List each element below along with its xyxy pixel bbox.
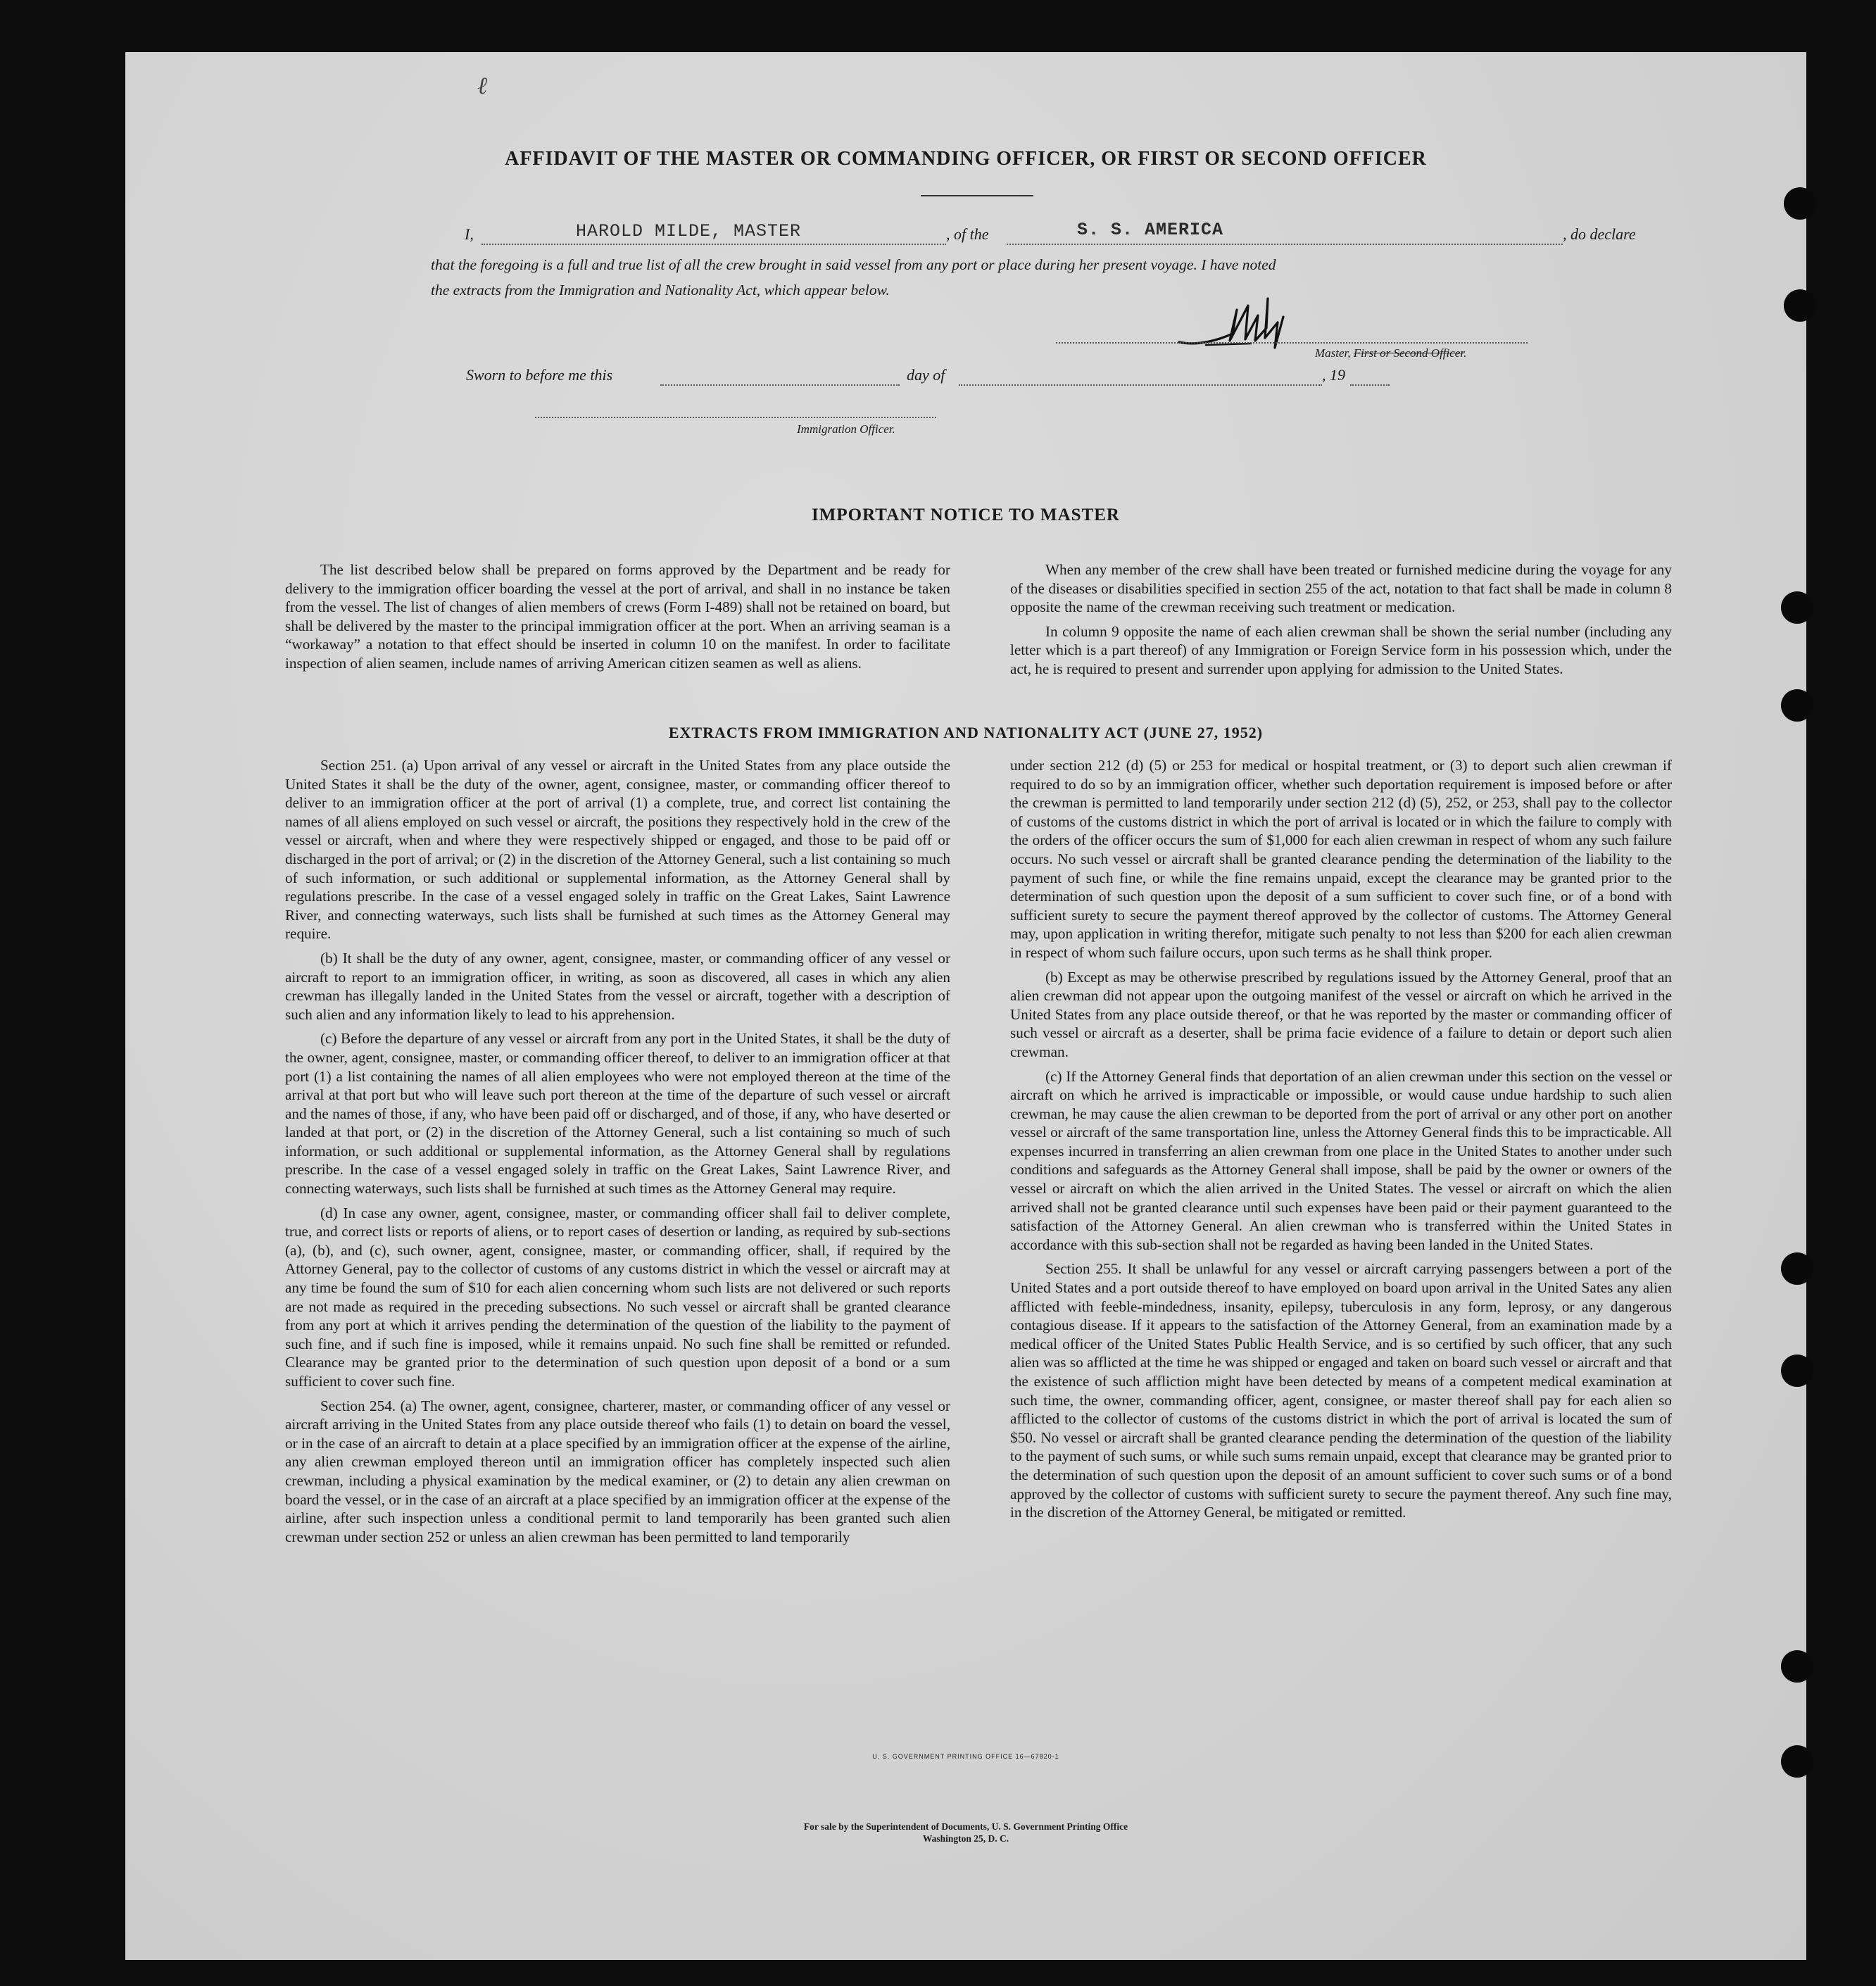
notice-heading: IMPORTANT NOTICE TO MASTER (812, 505, 1120, 524)
vessel-name-value: S. S. AMERICA (1077, 220, 1224, 240)
immigration-officer-line (535, 417, 936, 418)
do-declare-label: , do declare (1563, 225, 1636, 243)
sworn-day-line (660, 384, 900, 386)
footer (125, 1821, 1806, 1844)
section-254-a-continued: under section 212 (d) (5) or 253 for medical or hospital treatment, or (3) to deport such alien crewman if required to do so by an immigration officer, whether such deportation requirement is imposed before or after the crewman is permitted to land temporarily under section 212 (d) (5), 252, or 253, shall pay to the collector of customs of the customs district in which the port of arrival is located or in which the failure to comply with the orders of the officer occurs the sum of $1,000 for each alien crewman in respect of whom any such failure occurs. No such vessel or aircraft shall be granted clearance pending the determination of the liability to the payment of such fine, or while the fine remains unpaid, except the clearance may be granted prior to the determination of such question upon the deposit of a sum sufficient to cover such fine, or of a bond with sufficient surety to secure the payment thereof approved by the collector of customs. The Attorney General may, upon application in writing therefor, mitigate such penalty to not less than $200 for each alien crewman in respect of whom such failure occurs, upon such terms as he shall think proper. (1010, 757, 1672, 961)
section-251-c: (c) Before the departure of any vessel or aircraft from any port in the United States, it shall be the duty of the owner, agent, consignee, master, or commanding officer thereof, to deliver to an immigration officer at that port (1) a list containing the names of all alien employees who were not employed thereon at the time of the arrival at that port but who will leave such port thereon at the time of the departure of such vessel or aircraft and the names of those, if any, who have been paid off or discharged, and of those, if any, who have deserted or landed at that port, or (2) in the discretion of the Attorney General, such a list containing so much of such information, or such additional or supplemental information, as the Attorney General shall by regulations prescribe. In the case of a vessel engaged solely in traffic on the Great Lakes, Saint Lawrence River, and connecting waterways, such lists shall be furnished at such times as the Attorney General may require. (285, 1030, 950, 1198)
vessel-name-line (1007, 244, 1563, 245)
i-label: I, (465, 225, 474, 243)
extracts-heading: EXTRACTS FROM IMMIGRATION AND NATIONALITY ACT (JUNE 27, 1952) (668, 724, 1264, 741)
master-signature (1178, 284, 1297, 362)
punch-hole (1781, 689, 1813, 722)
master-officer-label (1315, 346, 1466, 360)
sworn-year-line (1350, 384, 1390, 386)
punch-hole (1784, 187, 1816, 220)
section-254-a: Section 254. (a) The owner, agent, consignee, charterer, master, or commanding officer of any vessel or aircraft arriving in the United States from any place outside thereof who fails (1) to detain on board the vessel, or in the case of an aircraft to detain at a place specified by an immigration officer at the expense of the airline, any alien crewman employed thereon until an immigration officer has completely inspected such alien crewman, including a physical examination by the medical examiner, or (2) to detain any alien crewman on board the vessel, or in the case of an aircraft at a place specified by an immigration officer at the expense of the airline, after such inspection unless a conditional permit to land temporarily has been granted such alien crewman under section 252 or unless an alien crewman has been permitted to land temporarily (285, 1397, 950, 1545)
extracts-right-column (1010, 756, 1672, 1528)
immigration-officer-label: Immigration Officer. (797, 422, 895, 436)
notice-right-column (1010, 560, 1672, 684)
punch-hole (1781, 1355, 1813, 1387)
affidavit-title: AFFIDAVIT OF THE MASTER OR COMMANDING OFFICER, OR FIRST OR SECOND OFFICER (505, 148, 1427, 170)
section-251-d: (d) In case any owner, agent, consignee, master, or commanding officer shall fail to deliver complete, true, and correct lists or reports of aliens, or to report cases of desertion or landing, as required by sub-sections (a), (b), and (c), such owner, agent, consignee, master, or commanding officer, shall, if required by the Attorney General, pay to the collector of customs of any customs district in which the vessel or aircraft may at any time be found the sum of $10 for each alien concerning whom such lists are not delivered or such reports are not made as required in the preceding subsections. No such vessel or aircraft shall be granted clearance from any port at which it arrives pending the determination of the question of the liability to the payment of such fine, and if such fine is imposed, while it remains unpaid. No such fine shall be remitted or refunded. Clearance may be granted prior to the determination of such question upon deposit of a bond or a sum sufficient to cover such fine. (285, 1204, 950, 1390)
section-254-b: (b) Except as may be otherwise prescribed by regulations issued by the Attorney General, proof that an alien crewman did not appear upon the outgoing manifest of the vessel or aircraft on which he arrived in the United States from any place outside thereof, or that he was reported by the master or commanding officer of such vessel or aircraft as a deserter, shall be prima facie evidence of a failure to detain or deport such alien crewman. (1010, 968, 1672, 1060)
master-label-end: . (1463, 346, 1467, 360)
gpo-imprint: U. S. GOVERNMENT PRINTING OFFICE 16—67820-1 (872, 1753, 1059, 1760)
notice-right-paragraph-1: When any member of the crew shall have been treated or furnished medicine during the voyage for any of the diseases or disabilities specified in section 255 of the act, notation to that fact shall be made in column 8 opposite the name of the crewman receiving such treatment or medication. (1010, 561, 1672, 616)
section-255: Section 255. It shall be unlawful for any vessel or aircraft carrying passengers between a port of the United States and a port outside thereof to have employed on board upon arrival in the United Sates any alien afflicted with feeble-mindedness, insanity, epilepsy, tuberculosis in any form, leprosy, or any dangerous contagious disease. If it appears to the satisfaction of the Attorney General, from an examination made by a medical officer of the United States Public Health Service, and is so certified by such officer, that any such alien was so afflicted at the time he was shipped or engaged and taken on board such vessel or aircraft and that the existence of such affliction might have been detected by means of a competent medical examination at such time, the owner, commanding officer, agent, consignee, or master thereof shall pay for each alien so afflicted to the collector of customs of the customs district in which the port of arrival is located the sum of $50. No vessel or aircraft shall be granted clearance pending the determination of the question of the liability to the payment of such sums, or while such sums remain unpaid, except that clearance may be granted prior to the determination of such question upon the deposit of an amount sufficient to cover such sums or of a bond approved by the collector of customs with sufficient surety to secure the payment thereof. Any such fine may, in the discretion of the Attorney General, be mitigated or remitted. (1010, 1260, 1672, 1521)
struck-first-second-officer: First or Second Officer (1353, 346, 1464, 360)
declaration-line-2: the extracts from the Immigration and Nationality Act, which appear below. (431, 282, 890, 298)
master-name-value: HAROLD MILDE, MASTER (576, 221, 802, 241)
master-name-line (481, 244, 946, 245)
punch-hole (1781, 1650, 1813, 1683)
master-label: Master, (1315, 346, 1351, 360)
year-prefix: , 19 (1322, 366, 1345, 384)
declaration-line-1: that the foregoing is a full and true list of all the crew brought in said vessel from any port or place during her present voyage. I have noted (431, 256, 1276, 273)
punch-hole (1781, 591, 1813, 624)
footer-line-2: Washington 25, D. C. (922, 1833, 1009, 1844)
notice-left-paragraph: The list described below shall be prepared on forms approved by the Department and be ready for delivery to the immigration officer boarding the vessel at the port of arrival, and shall in no instance be taken from the vessel. The list of changes of alien members of crews (Form I-489) shall not be retained on board, but shall be delivered by the master to the principal immigration officer at the port. When an arriving seaman is a “workaway” a notation to that effect should be inserted in column 10 on the manifest. In order to facilitate inspection of alien seamen, include names of arriving American citizen seamen as well as aliens. (285, 561, 950, 672)
punch-hole (1781, 1252, 1813, 1285)
day-of-label: day of (907, 366, 945, 384)
sworn-month-line (959, 384, 1322, 386)
punch-hole (1781, 1745, 1813, 1778)
footer-line-1: For sale by the Superintendent of Documents, U. S. Government Printing Office (803, 1821, 1128, 1832)
section-251-b: (b) It shall be the duty of any owner, agent, consignee, master, or commanding officer of any vessel or aircraft to report to an immigration officer, in writing, as soon as discovered, all cases in which any alien crewman has illegally landed in the United States from the vessel or aircraft, together with a description of such alien and any information likely to lead to his apprehension. (285, 949, 950, 1023)
sworn-label: Sworn to before me this (466, 366, 613, 384)
notice-right-paragraph-2: In column 9 opposite the name of each alien crewman shall be shown the serial number (including any letter which is a part thereof) of any Immigration or Foreign Service form in his possession which, under the act, he is required to present and surrender upon applying for admission to the United States. (1010, 622, 1672, 677)
section-251-a: Section 251. (a) Upon arrival of any vessel or aircraft in the United States from any place outside the United States it shall be the duty of the owner, agent, consignee, master, or commanding officer thereof to deliver to an immigration officer at the port of arrival (1) a complete, true, and correct list containing the names of all aliens employed on such vessel or aircraft, the positions they respectively hold in the crew of the vessel or aircraft, when and where they were respectively shipped or engaged, and those to be paid off or discharged in the port of arrival; or (2) in the discretion of the Attorney General, such a list containing so much of such information, or such additional or supplemental information, as the Attorney General shall by regulations prescribe. In the case of a vessel engaged solely in traffic on the Great Lakes, Saint Lawrence River, and connecting waterways, such lists shall be furnished at such times as the Attorney General may require. (285, 757, 950, 943)
notice-left-column (285, 560, 950, 679)
signature-line (1056, 342, 1528, 344)
extracts-left-column (285, 756, 950, 1552)
corner-pencil-mark: ℓ (477, 72, 488, 100)
section-254-c: (c) If the Attorney General finds that deportation of an alien crewman under this section on the vessel or aircraft on which he arrived is impracticable or impossible, or would cause undue hardship to such alien crewman, he may cause the alien crewman to be deported from the port of arrival or any other port on another vessel or aircraft of the same transportation line, unless the Attorney General finds this to be impracticable. All expenses incurred in transferring an alien crewman from one place in the United States to another under such conditions and safeguards as the Attorney General shall impose, shall be paid by the owner or owners of the vessel or aircraft on which the alien arrived in the United States. The vessel or aircraft on which the alien arrived shall not be granted clearance until such expenses have been paid or their payment guaranteed to the satisfaction of the Attorney General. An alien crewman who is transferred within the United States in accordance with this sub-section shall not be regarded as having been landed in the United States. (1010, 1067, 1672, 1253)
punch-hole (1784, 289, 1816, 322)
of-the-label: , of the (946, 225, 989, 243)
title-divider (921, 195, 1033, 196)
document-page (125, 52, 1806, 1960)
